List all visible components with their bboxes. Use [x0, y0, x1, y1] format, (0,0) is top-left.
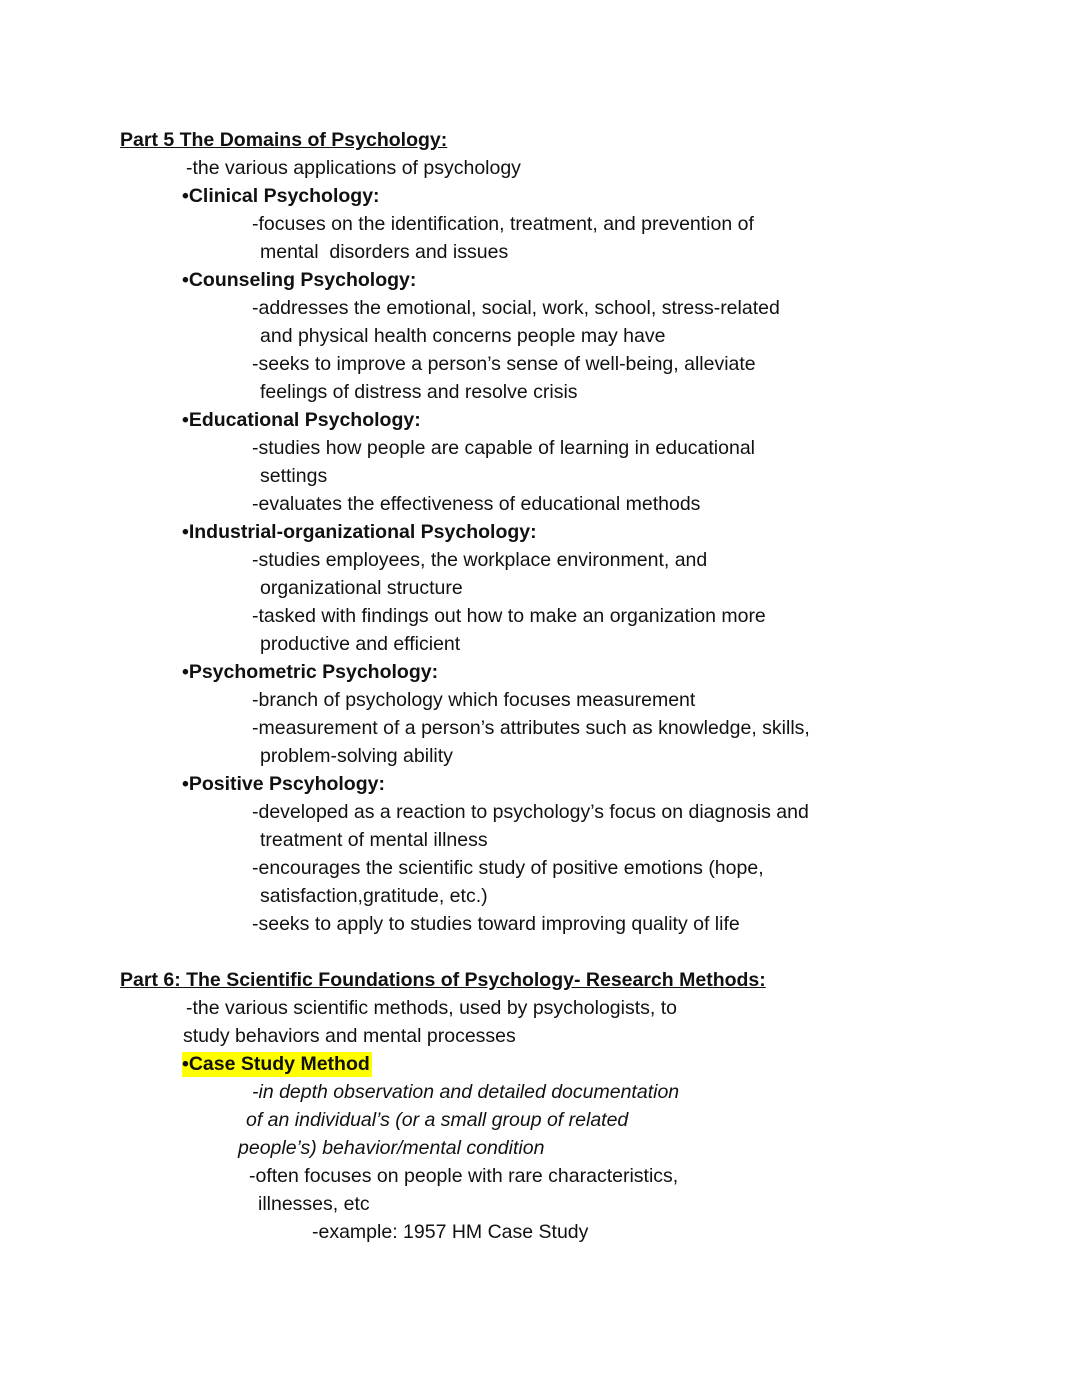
doc-line-text: Part 5 The Domains of Psychology: — [120, 129, 448, 151]
doc-line — [252, 714, 1080, 742]
doc-line-text: •Counseling Psychology: — [182, 269, 417, 291]
doc-line-text: -encourages the scientific study of positive emotions (hope, — [252, 857, 764, 879]
doc-line — [238, 1134, 1080, 1162]
doc-line-text: -focuses on the identification, treatment, and prevention of — [252, 213, 754, 235]
doc-line — [252, 434, 1080, 462]
doc-line-text: settings — [260, 465, 328, 487]
doc-line — [260, 378, 1080, 406]
doc-line — [252, 490, 1080, 518]
doc-line — [260, 322, 1080, 350]
doc-line-text: productive and efficient — [260, 633, 461, 655]
doc-line-text: -measurement of a person’s attributes such as knowledge, skills, — [252, 717, 810, 739]
doc-line-text: •Industrial-organizational Psychology: — [182, 521, 537, 543]
doc-line-text: •Positive Pscyhology: — [182, 773, 385, 795]
doc-line-text: -seeks to improve a person’s sense of well-being, alleviate — [252, 353, 756, 375]
doc-line-text: •Clinical Psychology: — [182, 185, 380, 207]
doc-line-text: -developed as a reaction to psychology’s focus on diagnosis and — [252, 801, 809, 823]
doc-line-text: study behaviors and mental processes — [183, 1025, 516, 1047]
doc-line-text: and physical health concerns people may have — [260, 325, 666, 347]
doc-line-text: -the various scientific methods, used by psychologists, to — [186, 997, 677, 1019]
doc-line-text: -often focuses on people with rare characteristics, — [249, 1165, 679, 1187]
doc-line-text: -in depth observation and detailed documentation — [252, 1081, 680, 1103]
doc-line-text: satisfaction,gratitude, etc.) — [260, 885, 488, 907]
doc-line — [252, 210, 1080, 238]
doc-line-text: organizational structure — [260, 577, 463, 599]
doc-line-text: problem-solving ability — [260, 745, 453, 767]
doc-line — [260, 238, 1080, 266]
doc-line-text: -studies employees, the workplace environment, and — [252, 549, 708, 571]
doc-line-text: mental disorders and issues — [260, 241, 509, 263]
doc-line — [252, 1078, 1080, 1106]
doc-line — [252, 350, 1080, 378]
doc-line — [252, 602, 1080, 630]
doc-line — [260, 882, 1080, 910]
doc-line-text: •Case Study Method — [182, 1053, 370, 1075]
doc-line — [252, 798, 1080, 826]
doc-line — [258, 1190, 1080, 1218]
doc-line — [260, 574, 1080, 602]
doc-line-text: -studies how people are capable of learning in educational — [252, 437, 756, 459]
doc-line-text: of an individual’s (or a small group of related — [246, 1109, 629, 1131]
doc-line-text: -seeks to apply to studies toward improving quality of life — [252, 913, 740, 935]
doc-line — [252, 910, 1080, 938]
doc-line-text: -tasked with findings out how to make an organization more — [252, 605, 766, 627]
doc-line — [260, 826, 1080, 854]
doc-line — [252, 686, 1080, 714]
doc-line — [252, 854, 1080, 882]
doc-line-text: -branch of psychology which focuses measurement — [252, 689, 696, 711]
doc-line — [186, 154, 1080, 182]
doc-line — [252, 546, 1080, 574]
doc-line — [312, 1218, 1080, 1246]
doc-line — [183, 1022, 1080, 1050]
document-body — [0, 126, 1080, 1246]
doc-line-text: -evaluates the effectiveness of educational methods — [252, 493, 701, 515]
doc-line-text: -example: 1957 HM Case Study — [312, 1221, 589, 1243]
doc-line-text: feelings of distress and resolve crisis — [260, 381, 578, 403]
doc-line — [260, 630, 1080, 658]
doc-line — [186, 994, 1080, 1022]
section-heading-part-6 — [120, 966, 1080, 994]
bullet-heading-industrial-organizational-psychology — [182, 518, 1080, 546]
doc-line-text: Part 6: The Scientific Foundations of Psychology- Research Methods: — [120, 969, 766, 991]
doc-line-text: illnesses, etc — [258, 1193, 370, 1215]
doc-line-text: -the various applications of psychology — [186, 157, 521, 179]
section-heading-part-5 — [120, 126, 1080, 154]
bullet-heading-clinical-psychology — [182, 182, 1080, 210]
highlighted-bullet-heading-case-study-method — [182, 1050, 1080, 1078]
doc-line — [252, 294, 1080, 322]
bullet-heading-educational-psychology — [182, 406, 1080, 434]
doc-line-text: •Psychometric Psychology: — [182, 661, 439, 683]
doc-line-text: -addresses the emotional, social, work, school, stress-related — [252, 297, 780, 319]
doc-line — [260, 462, 1080, 490]
doc-line — [260, 742, 1080, 770]
bullet-heading-psychometric-psychology — [182, 658, 1080, 686]
doc-line — [246, 1106, 1080, 1134]
doc-line-text: •Educational Psychology: — [182, 409, 421, 431]
doc-line-text: people’s) behavior/mental condition — [238, 1137, 545, 1159]
bullet-heading-positive-psychology — [182, 770, 1080, 798]
bullet-heading-counseling-psychology — [182, 266, 1080, 294]
doc-line-text: treatment of mental illness — [260, 829, 488, 851]
doc-line — [249, 1162, 1080, 1190]
